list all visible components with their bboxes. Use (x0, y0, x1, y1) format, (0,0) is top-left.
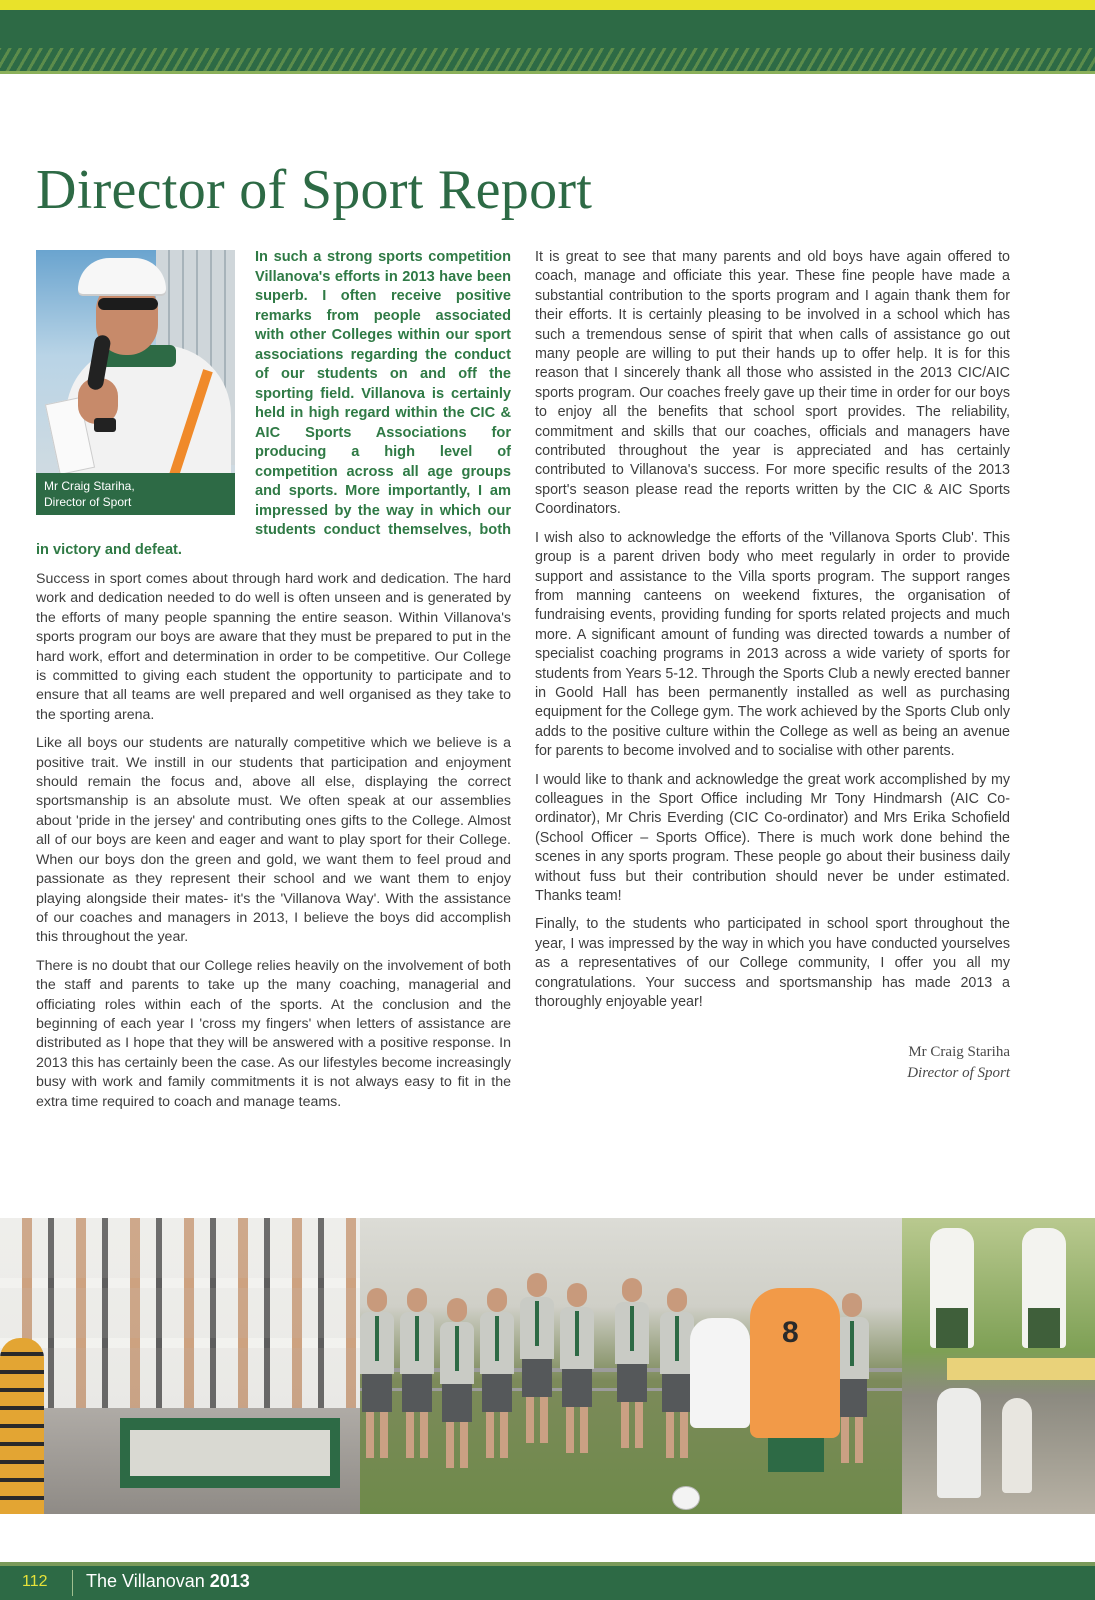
footer-divider (72, 1570, 73, 1596)
photo-caption-name: Mr Craig Stariha, (44, 479, 135, 493)
right-column (535, 248, 1010, 1084)
header-stripe-pattern (0, 48, 1095, 74)
tiger-mascot (0, 1338, 44, 1514)
header-yellow-rule (0, 0, 1095, 10)
page-title: Director of Sport Report (36, 159, 593, 221)
cap-icon (78, 258, 166, 294)
crowd-photo (0, 1218, 360, 1514)
cricket-photo (902, 1218, 1095, 1514)
player-eight (750, 1288, 840, 1438)
page-number: 112 (22, 1573, 48, 1590)
left-paragraph-3: There is no doubt that our College relies heavily on the involvement of both the staff and parents to take up the many coaching, managerial and officiating roles within each of the sports. At the conclusion and the beginning of each year I 'cross my fingers' when letters of assistance are distributed as I hope that they will be answered with a positive response. In 2013 this has certainly been the case. As our lifestyles become increasingly busy with work and family commitments it is not always easy to fit in the extra time required to coach and manage teams. (36, 957, 511, 1110)
director-photo (36, 250, 235, 515)
soccer-ball-icon (672, 1486, 700, 1510)
banner (120, 1418, 340, 1488)
signature-role: Director of Sport (907, 1065, 1010, 1082)
right-paragraph-4: Finally, to the students who participated in school sport throughout the year, I was impressed by the way in which you have conducted yourselves as a representatives of our College community, I offer you all my congratulations. Your success and sportsmanship has made 2013 a thoroughly enjoyable year! (535, 916, 1010, 1011)
right-paragraph-1: It is great to see that many parents and old boys have again offered to coach, manage and officiate this year. These fine people have made a substantial contribution to the sports program and I again thank them for their efforts. It is certainly pleasing to be involved in a school which has such a tremendous sense of spirit that when calls of assistance go out many people are willing to put their hands up to offer help. It is for this reason that I sincerely thank all those who assisted in the 2013 CIC/AIC sports program. Our coaches freely gave up their time in order for our boys to enjoy all the benefits that school sport provides. The reliability, commitment and skills that our coaches, officials and managers have contributed throughout the year is appreciated and has certainly contributed to Villanova's success. For more specific results of the 2013 sport's season please read the reports written by the CIC & AIC Sports Coordinators. (535, 249, 1010, 518)
publication-year: 2013 (209, 1571, 250, 1591)
publication-name: The Villanovan (86, 1571, 205, 1591)
intro-paragraph: In such a strong sports competition Villanova's efforts in 2013 have been superb. I often receive positive remarks from people associated with other Colleges within our sport associations regarding the conduct of our students on and off the sporting field. Villanova is certainly held in high regard within the CIC & AIC Sports Associations for producing a high level of competition across all age groups and sports. More importantly, I am impressed by the way in which our students conduct themselves, both in victory and defeat. (36, 249, 511, 558)
right-paragraph-3: I would like to thank and acknowledge the great work accomplished by my colleagues in the Sport Office including Mr Tony Hindmarsh (AIC Co-ordinator), Mr Chris Everding (CIC Co-ordinator) and Mrs Erika Schofield (School Officer – Sports Office). There is much work done behind the scenes in any sports program. These people go about their business daily without fuss but their contribution should never be under estimated. Thanks team! (535, 771, 1010, 904)
photo-caption (36, 473, 235, 515)
left-column (36, 248, 511, 1121)
signature-name: Mr Craig Stariha (908, 1044, 1010, 1061)
photo-strip (0, 1218, 1095, 1514)
signature (535, 1042, 1010, 1084)
player-white (690, 1318, 750, 1428)
photo-caption-role: Director of Sport (44, 495, 132, 509)
publication-title (86, 1571, 250, 1592)
right-paragraph-2: I wish also to acknowledge the efforts of the 'Villanova Sports Club'. This group is a parent driven body who meet regularly in order to provide support and assistance to the Villa sports program. The support ranges from manning canteens on weekend fixtures, the organisation of fundraising events, providing funding for sports related projects and much more. A significant amount of funding was directed towards a number of specialist coaching programs in 2013 across a wide variety of sports for students from Years 5-12. Through the Sports Club a newly erected banner in Goold Hall has been permanently installed as well as purchasing equipment for the College gym. The work achieved by the Sports Club only adds to the positive culture within the College as well as being an avenue for parents to become involved and to socialise with other parents. (535, 529, 1010, 760)
left-paragraph-1: Success in sport comes about through hard work and dedication. The hard work and dedication needed to do well is often unseen and is generated by the efforts of many people spanning the entire season. Within Villanova's sports program our boys are aware that they must be prepared to put in the hard work, effort and determination in order to be competitive. Our College is committed to giving each student the opportunity to participate and to ensure that all teams are well prepared and well organised as they take to the sporting arena. (36, 571, 511, 723)
header-band (0, 10, 1095, 74)
soccer-photo (360, 1218, 902, 1514)
left-paragraph-2: Like all boys our students are naturally competitive which we believe is a positive trait. We instill in our students that participation and enjoyment should remain the focus and, above all else, displaying the correct sportsmanship is an absolute must. We often speak at our assemblies about 'pride in the jersey' and contributing ones gifts to the College. Almost all of our boys are keen and eager and want to play sport for their College. When our boys don the green and gold, we want them to feel proud and passionate as they represent their school and we want them to enjoy playing alongside their mates- it's the 'Villanova Way'. With the assistance of our coaches and managers in 2013, I believe the boys did accomplish this throughout the year. (36, 735, 511, 946)
jersey-number: 8 (782, 1316, 799, 1349)
